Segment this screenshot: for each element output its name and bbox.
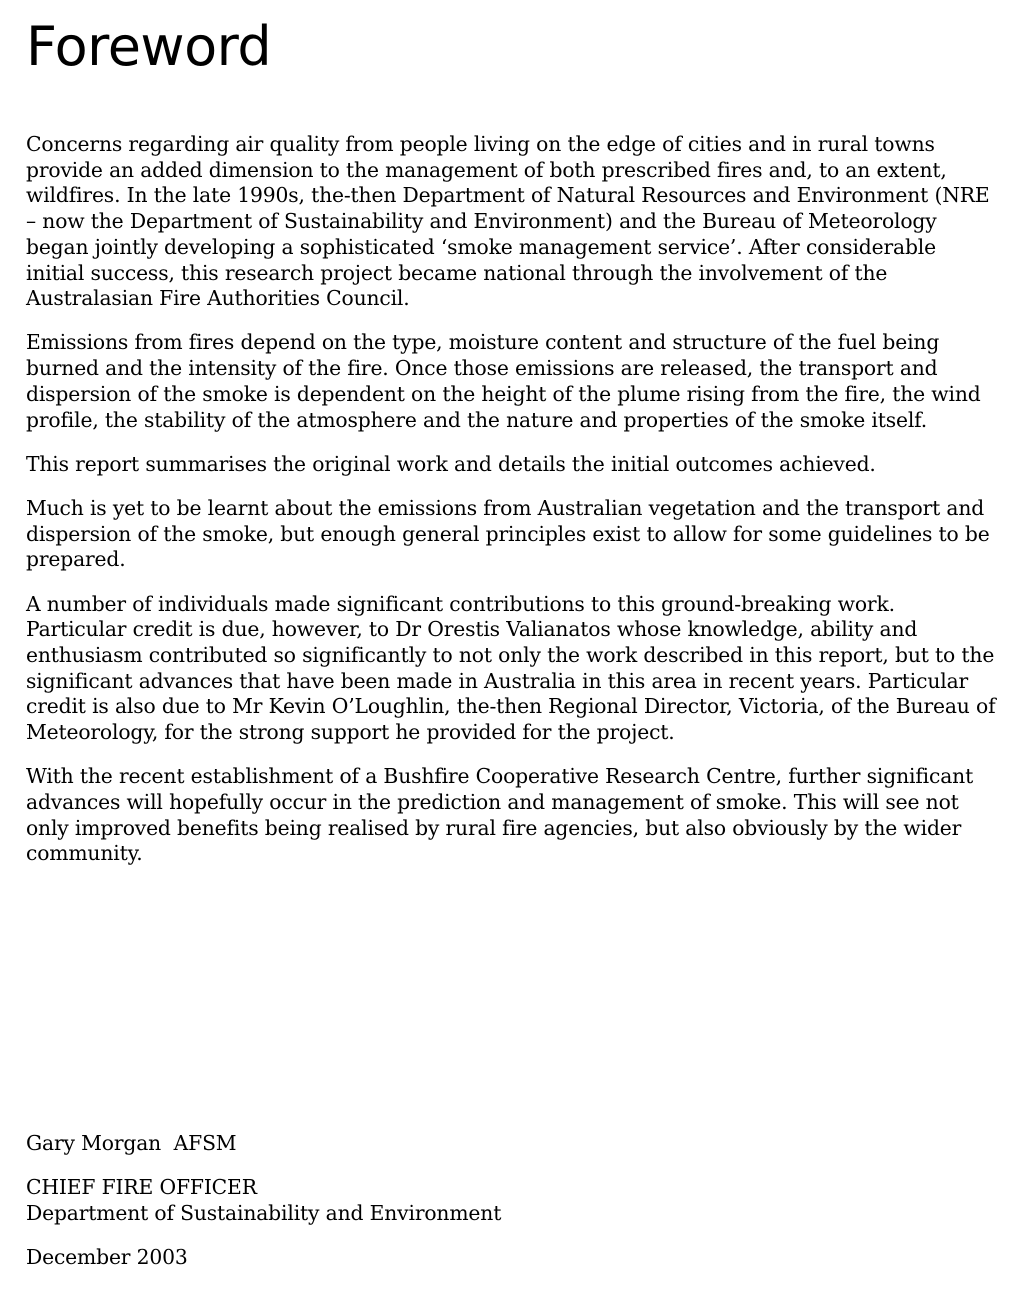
signature-date: December 2003 [26, 1245, 188, 1270]
signatory-position: CHIEF FIRE OFFICER [26, 1175, 257, 1200]
document-page [26, 0, 996, 1270]
paragraph-3: This report summarises the original work and details the initial outcomes achieved. [26, 451, 876, 476]
paragraph-4: Much is yet to be learnt about the emissions from Australian vegetation and the transport and dispersion of the smoke, but enough general principles exist to allow for some guidelines to be prepared. [26, 495, 990, 572]
signature-block [26, 1131, 996, 1289]
page-title: Foreword [26, 15, 272, 78]
paragraph-1: Concerns regarding air quality from people living on the edge of cities and in rural towns provide an added dimension to the management of both prescribed fires and, to an extent, wildfires. In the late 1990s, the-then Department of Natural Resources and Environment (NRE – now the Department of Sustainability and Environment) and the Bureau of Meteorology began jointly developing a sophisticated ‘smoke management service’. After considerable initial success, this research project became national through the involvement of the Australasian Fire Authorities Council. [26, 132, 990, 311]
signatory-department: Department of Sustainability and Environment [26, 1200, 502, 1225]
paragraph-5: A number of individuals made significant contributions to this ground-breaking work. Particular credit is due, however, to Dr Orestis Valianatos whose knowledge, ability and enthusiasm contributed so significantly to not only the work described in this report, but to the significant advances that have been made in Australia in this area in recent years. Particular credit is also due to Mr Kevin O’Loughlin, the-then Regional Director, Victoria, of the Bureau of Meteorology, for the strong support he provided for the project. [26, 591, 996, 745]
signatory-name: Gary Morgan AFSM [26, 1131, 237, 1155]
paragraph-6: With the recent establishment of a Bushfire Cooperative Research Centre, further significant advances will hopefully occur in the prediction and management of smoke. This will see not only improved benefits being realised by rural fire agencies, but also obviously by the wider community. [26, 764, 974, 866]
foreword-body [26, 132, 996, 886]
paragraph-2: Emissions from fires depend on the type, moisture content and structure of the fuel being burned and the intensity of the fire. Once those emissions are released, the transport and dispersion of the smoke is dependent on the height of the plume rising from the fire, the wind profile, the stability of the atmosphere and the nature and properties of the smoke itself. [26, 330, 981, 432]
